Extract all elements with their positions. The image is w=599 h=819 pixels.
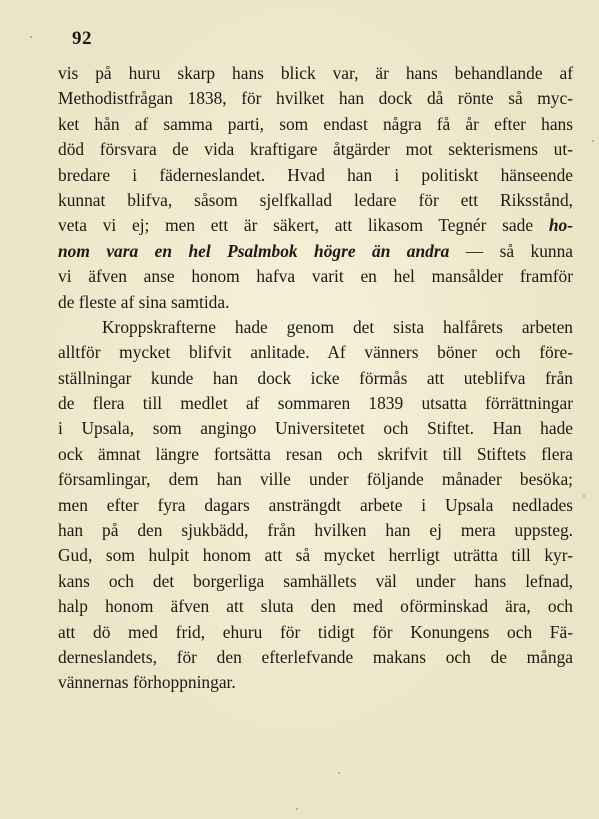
line-text: men efter fyra dagars ansträngdt arbete i Upsala nedlades	[58, 494, 573, 515]
text-line	[58, 213, 573, 238]
page-number: 92	[72, 28, 92, 49]
line-text: vis på huru skarp hans blick var, är hans behandlande af	[58, 63, 573, 83]
text-line	[58, 163, 573, 188]
line-text: halp honom äfven att sluta den med oförminskad ära, och	[58, 596, 573, 617]
text-line	[58, 239, 573, 264]
text-line	[58, 518, 573, 543]
italic-quote: ho-	[548, 215, 573, 236]
text-line	[58, 467, 573, 492]
line-text: ket hån af samma parti, som endast några få år efter hans	[58, 113, 573, 134]
text-line	[58, 315, 573, 340]
text-line	[58, 188, 573, 213]
text-line	[58, 594, 573, 619]
text-line	[58, 645, 573, 670]
text-line	[58, 137, 573, 162]
italic-quote: nom vara en hel Psalmbok högre än andra	[58, 240, 450, 261]
line-text: i Upsala, som angingo Universitetet och Stiftet. Han hade	[58, 418, 573, 439]
text-line	[58, 543, 573, 568]
line-text: veta vi ej; men ett är säkert, att likasom Tegnér sade	[58, 215, 534, 236]
line-text: alltför mycket blifvit anlitade. Af vänners böner och före-	[58, 342, 573, 363]
text-line	[58, 620, 573, 645]
line-text: Methodistfrågan 1838, för hvilket han dock då rönte så myc-	[58, 88, 573, 109]
line-text: att dö med frid, ehuru för tidigt för Konungens och Fä-	[58, 621, 573, 642]
text-line	[58, 493, 573, 518]
text-line	[58, 86, 573, 111]
text-line	[58, 391, 573, 416]
paper-speck	[583, 495, 585, 497]
line-text: vi äfven anse honom hafva varit en hel mansålder framför	[58, 266, 573, 287]
line-text: derneslandets, för den efterlefvande makans och de många	[58, 646, 573, 667]
text-line	[58, 61, 573, 86]
text-line	[58, 290, 573, 315]
body-text	[58, 61, 573, 696]
paper-speck	[592, 140, 594, 142]
text-line	[58, 569, 573, 594]
line-text: död försvara de vida kraftigare åtgärder mot sekterismens ut-	[58, 139, 573, 160]
line-text: han på den sjukbädd, från hvilken han ej mera uppsteg.	[58, 520, 573, 541]
paper-speck	[30, 36, 32, 38]
line-text: församlingar, dem han ville under följande månader besöka;	[58, 469, 573, 490]
line-text: Kroppskrafterne hade genom det sista halfårets arbeten	[102, 316, 573, 337]
line-text: — så kunna	[449, 240, 573, 261]
text-line	[58, 416, 573, 441]
text-line	[58, 670, 573, 695]
text-line	[58, 264, 573, 289]
line-text: ställningar kunde han dock icke förmås att uteblifva från	[58, 367, 573, 388]
line-text: Gud, som hulpit honom att så mycket herrligt uträtta till kyr-	[58, 545, 573, 566]
line-text: kunnat blifva, såsom sjelfkallad ledare för ett Riksstånd,	[58, 189, 573, 210]
line-text: kans och det borgerliga samhällets väl under hans lefnad,	[58, 570, 573, 591]
line-text: bredare i fäderneslandet. Hvad han i politiskt hänseende	[58, 164, 573, 185]
paper-speck	[338, 772, 340, 774]
line-text: de fleste af sina samtida.	[58, 291, 230, 312]
paper-speck	[286, 255, 288, 257]
paper-speck	[296, 808, 298, 810]
line-text: ock ämnat längre fortsätta resan och skrifvit till Stiftets flera	[58, 443, 573, 464]
text-line	[58, 366, 573, 391]
text-line	[58, 442, 573, 467]
text-line	[58, 340, 573, 365]
line-text: de flera till medlet af sommaren 1839 utsatta förrättningar	[58, 393, 573, 414]
line-text: vännernas förhoppningar.	[58, 672, 236, 693]
text-line	[58, 112, 573, 137]
